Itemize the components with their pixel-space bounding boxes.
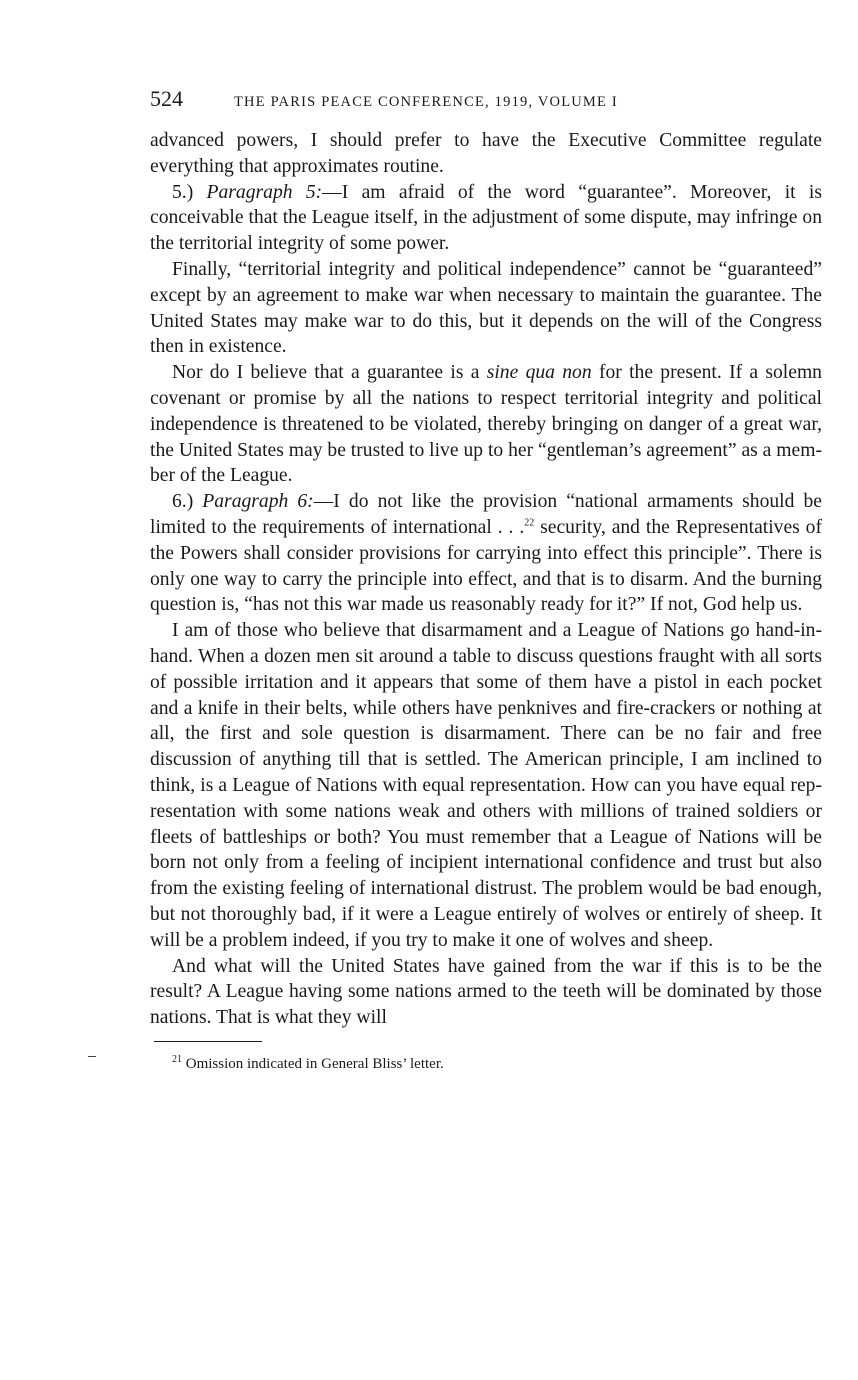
paragraph-label: Paragraph 6: [202, 491, 314, 513]
latin-phrase: sine qua non [486, 362, 592, 384]
footnote-marker: 21 [172, 1053, 182, 1065]
footnote-text: Omission indicated in General Bliss’ letter. [182, 1055, 444, 1072]
paragraph-result: And what will the United States have gained from the war if this is to be the result? A League having some nations armed to the teeth will be dominated by those nations. That is what they will [150, 955, 822, 1029]
paragraph-nor [150, 360, 822, 489]
paragraph-6 [150, 489, 822, 618]
paragraph-label: Paragraph 5: [206, 181, 323, 203]
paragraph-number: 5.) [172, 181, 207, 203]
paragraph-text: —I do not like the provision “national armaments should be limited to the requirements of international . . . [150, 491, 822, 538]
page-number: 524 [150, 86, 183, 111]
footnote-reference: 22 [524, 517, 535, 529]
footnote-rule [154, 1041, 262, 1042]
document-page [150, 86, 822, 1074]
paragraph-number: 6.) [172, 491, 203, 513]
paragraph-text: security, and the Representatives of the Powers shall consider provisions for carrying into effect this principle”. There is only one way to carry the principle into effect, and that is to disarm. And the burning question is, “has not this war made us reasonably ready for it?” If not, God help us. [150, 516, 822, 616]
running-title: THE PARIS PEACE CONFERENCE, 1919, VOLUME I [234, 94, 618, 110]
footnote [172, 1054, 822, 1074]
paragraph-disarmament: I am of those who believe that disarmament and a League of Nations go hand-in-hand. When a dozen men sit around a table to discuss questions fraught with all sorts of possible irritation and it appears that some of them have a pistol in each pocket and a knife in their belts, while others have penknives and fire-crackers or nothing at all, the first and sole question is disarmament. There can be no fair and free discussion of anything till that is settled. The American principle, I am inclined to think, is a League of Nations with equal representation. How can you have equal representation with some nations weak and others with millions of trained soldiers or fleets of battleships or both? You must remember that a League of Nations will be born not only from a feeling of incipient international confidence and trust but also from the existing feeling of international distrust. The problem would be bad enough, but not thoroughly bad, if it were a League entirely of wolves or entirely of sheep. It will be a problem indeed, if you try to make it one of wolves and sheep. [150, 620, 822, 951]
margin-mark [88, 1056, 96, 1057]
running-head [150, 86, 822, 116]
paragraph-continuation: advanced powers, I should prefer to have the Executive Committee regulate everything that approximates routine. [150, 130, 822, 177]
paragraph-5 [150, 180, 822, 257]
paragraph-text: —I am afraid of the word “guarantee”. Moreover, it is conceivable that the League itself, in the adjustment of some dispute, may infringe on the territorial integrity of some power. [150, 181, 822, 255]
paragraph-text: for the present. If a solemn covenant or promise by all the nations to respect territorial integrity and political independence is threatened to be violated, thereby bringing on danger of a great war, the United States may be trusted to live up to her “gentleman’s agreement” as a member of the League. [150, 362, 822, 487]
paragraph-finally: Finally, “territorial integrity and political independence” cannot be “guaranteed” except by an agreement to make war when necessary to maintain the guarantee. The United States may make war to do this, but it depends on the will of the Congress then in existence. [150, 258, 822, 358]
body-text [150, 128, 822, 1031]
paragraph-text: Nor do I believe that a guarantee is a [172, 362, 487, 384]
